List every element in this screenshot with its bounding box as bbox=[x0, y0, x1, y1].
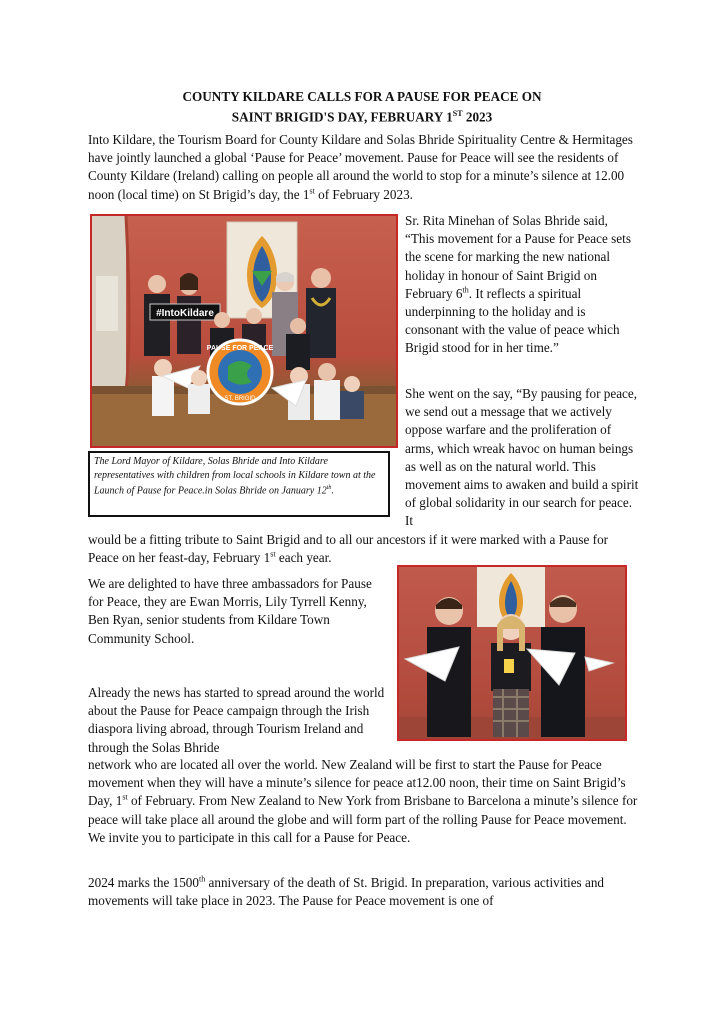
title-line-2-end: 2023 bbox=[462, 109, 493, 125]
quote-paragraph: Sr. Rita Minehan of Solas Bhride said, “This movement for a Pause for Peace sets the scene for marking the new national holiday in honour of Saint Brigid on February 6th. It reflects a spiritual underpinning to the holiday and is consonant with the value of peace which Brigid stood for in her time.” bbox=[405, 213, 631, 356]
intro-paragraph: Into Kildare, the Tourism Board for County Kildare and Solas Bhride Spirituality Centre & Hermitages have jointly launched a global ‘Pause for Peace’ movement. Pause for Peace will see the residents of County Kildare (Ireland) calling on people all around the world to stop for a minute’s silence at 12.00 noon (local time) on St Brigid’s day, the 1st of February 2023. bbox=[88, 132, 633, 202]
title-line-1: COUNTY KILDARE CALLS FOR A PAUSE FOR PEACE ON bbox=[182, 89, 542, 104]
ambassadors-photo-illustration bbox=[399, 567, 625, 739]
spread-paragraph-continued: network who are located all over the world. New Zealand will be first to start the Pause for Peace movement when they will have a minute’s silence for peace at12.00 noon, their time on Saint Brigid’s Day, 1st of February. From New Zealand to New York from Brisbane to Barcelona a minute’s silence for peace will take place all around the globe and will form part of the rolling Pause for Peace movement. We invite you to participate in this call for a Pause for Peace. bbox=[88, 757, 638, 845]
spread-paragraph: Already the news has started to spread around the world about the Pause for Peace campaign through the Irish diaspora living abroad, through Tourism Ireland and through the Solas Bhride bbox=[88, 685, 385, 755]
title-line-2 bbox=[88, 105, 636, 125]
badge-bottom-text: ST. BRIGID bbox=[224, 396, 256, 402]
anniversary-paragraph: 2024 marks the 1500th anniversary of the death of St. Brigid. In preparation, various activities and movements will take place in 2023. The Pause for Peace movement is one of bbox=[88, 874, 605, 909]
sign-text: #IntoKildare bbox=[156, 308, 214, 319]
article-title bbox=[88, 88, 636, 125]
badge-top-text: PAUSE FOR PEACE bbox=[206, 345, 274, 352]
launch-photo-illustration bbox=[92, 216, 396, 446]
ambassadors-photo bbox=[397, 565, 627, 741]
quote-paragraph-ending: would be a fitting tribute to Saint Brigid and to all our ancestors if it were marked with a Pause for Peace on her feast-day, February 1st each year. bbox=[88, 532, 609, 566]
title-line-2-main: SAINT BRIGID'S DAY, FEBRUARY 1 bbox=[231, 109, 453, 125]
quote-paragraph-continued: She went on the say, “By pausing for peace, we send out a message that we actively oppose warfare and the proliferation of arms, which wreak havoc on human beings as well as on the natural world. This movement aims to awaken and build a spirit of global solidarity in our search for peace. It bbox=[405, 386, 639, 529]
ambassadors-paragraph: We are delighted to have three ambassadors for Pause for Peace, they are Ewan Morris, Lily Tyrrell Kenny, Ben Ryan, senior students from Kildare Town Community School. bbox=[88, 576, 372, 646]
photo-caption: The Lord Mayor of Kildare, Solas Bhride and Into Kildare representatives with children from local schools in Kildare town at the Launch of Pause for Peace.in Solas Bhride on January 12th. bbox=[88, 451, 390, 517]
launch-group-photo bbox=[90, 214, 398, 448]
title-line-2-sup: ST bbox=[452, 109, 463, 118]
